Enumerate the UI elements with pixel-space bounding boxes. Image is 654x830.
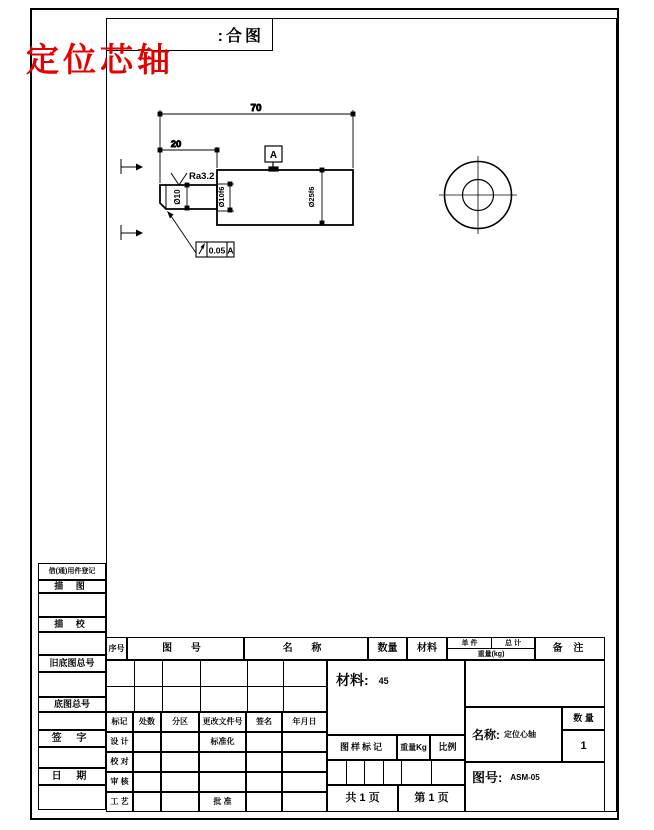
strip-tracing-check	[38, 617, 106, 632]
header-weight-label: 重量(kg)	[477, 650, 505, 658]
part-name-value: 定位心轴	[504, 729, 536, 739]
sign-review-b2	[246, 772, 282, 792]
rev-date	[282, 712, 327, 732]
sign-approve-label: 批 准	[213, 797, 232, 806]
material-label: 材料:	[336, 672, 369, 688]
part-qty-value	[562, 730, 605, 762]
header-drawing-no-label: 图 号	[162, 642, 209, 654]
part-name-cell	[465, 707, 562, 762]
datum-a	[265, 146, 282, 171]
sign-standard-val	[246, 732, 282, 752]
runout-icon-arrowhead	[201, 243, 206, 249]
sign-approve-date	[282, 792, 327, 812]
leader-arrowhead	[167, 211, 174, 219]
part-no-cell	[465, 762, 605, 812]
header-unit-label: 单 件	[461, 639, 478, 647]
feature-control-frame	[167, 211, 234, 257]
rev-date-label: 年月日	[292, 717, 317, 726]
strip-date-label: 日 期	[51, 770, 93, 782]
fcf-datum: A	[227, 245, 234, 256]
rev-doc-no-label: 更改文件号	[202, 717, 243, 726]
dim-pilot-dia	[173, 183, 189, 210]
rev-doc-no	[199, 712, 246, 732]
sign-check-b1	[199, 752, 246, 772]
header-seq-label: 序号	[108, 643, 125, 653]
dim-pilot-fit	[217, 182, 234, 212]
roughness-label: Ra3.2	[189, 171, 215, 182]
stamp-scale-label: 比例	[438, 742, 457, 752]
sign-review-b1	[199, 772, 246, 792]
fcf-value: 0.05	[208, 245, 226, 256]
grid-line	[431, 761, 432, 784]
stamp-weight	[397, 735, 430, 760]
grid-line	[383, 761, 384, 784]
sign-process-date	[161, 792, 199, 812]
roughness-symbol	[171, 171, 214, 185]
sign-approve-val	[246, 792, 282, 812]
grid-line	[107, 686, 326, 687]
sign-check	[106, 752, 133, 772]
rev-mark	[106, 712, 133, 732]
part-no-value: ASM-05	[510, 773, 540, 782]
part-no-label: 图号:	[472, 770, 503, 785]
pages-current-label: 第 1 页	[414, 792, 449, 804]
stamp-mark-label: 图样标记	[339, 742, 384, 752]
header-total	[492, 638, 534, 649]
header-seq	[106, 637, 127, 660]
strip-date	[38, 768, 106, 785]
sign-process-label: 工 艺	[110, 797, 129, 806]
header-qty-label: 数量	[377, 642, 398, 654]
header-name-label: 名 称	[282, 642, 330, 654]
strip-signature-label: 签 字	[51, 732, 93, 744]
datum-a-label: A	[269, 150, 278, 161]
strip-empty-6	[38, 785, 106, 810]
part-qty-header-label: 数 量	[573, 713, 594, 723]
sign-review-date	[161, 772, 199, 792]
stamp-scale	[430, 735, 465, 760]
sign-check-val	[133, 752, 161, 772]
dim-70-label: 70	[250, 103, 262, 114]
strip-empty-1	[38, 593, 106, 617]
sign-review-b3	[282, 772, 327, 792]
sign-standard-date	[282, 732, 327, 752]
page-title: 定位芯轴	[26, 40, 174, 79]
header-material-label: 材料	[417, 642, 437, 654]
grid-line	[134, 661, 135, 711]
grid-line	[200, 661, 201, 711]
header-name	[244, 637, 368, 660]
pages-current	[398, 785, 465, 812]
sign-review	[106, 772, 133, 792]
sign-process	[106, 792, 133, 812]
header-remark-label: 备 注	[552, 642, 588, 654]
section-arrows	[121, 159, 143, 240]
end-view	[439, 156, 517, 234]
strip-empty-3	[38, 672, 106, 697]
rev-zone-label: 分区	[172, 717, 188, 726]
pages-total	[327, 785, 398, 812]
top-box-label: :合图	[217, 28, 264, 45]
rev-zone	[161, 712, 199, 732]
header-material	[407, 637, 447, 660]
header-drawing-no	[127, 637, 244, 660]
header-remark	[535, 637, 605, 660]
grid-line	[247, 661, 248, 711]
sign-design	[106, 732, 133, 752]
strip-borrow-record-label: 借(通)用件登记	[48, 568, 96, 575]
header-unit	[448, 638, 492, 649]
dim-20-label: 20	[170, 139, 182, 150]
sign-check-date	[161, 752, 199, 772]
sign-review-label: 审 核	[110, 777, 129, 786]
strip-old-base-no	[38, 655, 106, 672]
header-weight	[448, 649, 534, 659]
part-qty-header	[562, 707, 605, 730]
sign-design-val	[133, 732, 161, 752]
stamp-values-row	[327, 760, 465, 785]
sign-check-b3	[282, 752, 327, 772]
grid-line	[364, 761, 365, 784]
stamp-mark	[327, 735, 397, 760]
grid-line	[162, 661, 163, 711]
dim-pilot-length	[158, 139, 219, 168]
strip-base-no-label: 底图总号	[53, 699, 90, 709]
part-name-label: 名称:	[472, 727, 500, 742]
grid-line	[283, 661, 284, 711]
strip-base-no	[38, 697, 106, 712]
material-cell	[327, 660, 465, 735]
right-empty-cell	[465, 660, 605, 707]
grid-line	[401, 761, 402, 784]
dia-pilot-label: Ø10	[173, 189, 182, 205]
sign-check-label: 校 对	[110, 757, 129, 766]
sign-standard	[199, 732, 246, 752]
stamp-weight-label: 重量Kg	[400, 742, 427, 752]
rev-count-label: 处数	[139, 717, 155, 726]
rev-mark-label: 标记	[111, 717, 128, 726]
sign-review-val	[133, 772, 161, 792]
strip-tracing-label: 描 图	[54, 581, 90, 591]
strip-signature	[38, 730, 106, 747]
sign-approve	[199, 792, 246, 812]
sign-check-b2	[246, 752, 282, 772]
grid-line	[346, 761, 347, 784]
sign-standard-label: 标准化	[210, 737, 235, 746]
rev-sign	[246, 712, 282, 732]
dim-total-length	[158, 103, 355, 183]
strip-borrow-record	[38, 563, 106, 580]
sign-process-val	[133, 792, 161, 812]
dia-pilot-fit-label: Ø10f6	[217, 186, 226, 208]
header-total-label: 总 计	[505, 639, 521, 647]
strip-empty-2	[38, 632, 106, 655]
sign-design-label: 设 计	[110, 737, 129, 746]
rev-sign-label: 签名	[256, 717, 272, 726]
strip-tracing	[38, 580, 106, 593]
parts-grid	[106, 660, 327, 712]
strip-empty-5	[38, 747, 106, 768]
dim-body-dia	[307, 168, 324, 225]
sign-design-date	[161, 732, 199, 752]
strip-tracing-check-label: 描 校	[54, 619, 90, 629]
header-qty	[368, 637, 407, 660]
part-qty-value-label: 1	[580, 739, 587, 752]
pages-total-label: 共 1 页	[345, 792, 380, 804]
rev-count	[133, 712, 161, 732]
strip-old-base-no-label: 旧底图总号	[49, 658, 95, 668]
header-weight-group	[447, 637, 535, 660]
material-value: 45	[378, 676, 389, 686]
dia-body-fit-label: Ø25f6	[307, 186, 316, 208]
strip-empty-4	[38, 712, 106, 730]
